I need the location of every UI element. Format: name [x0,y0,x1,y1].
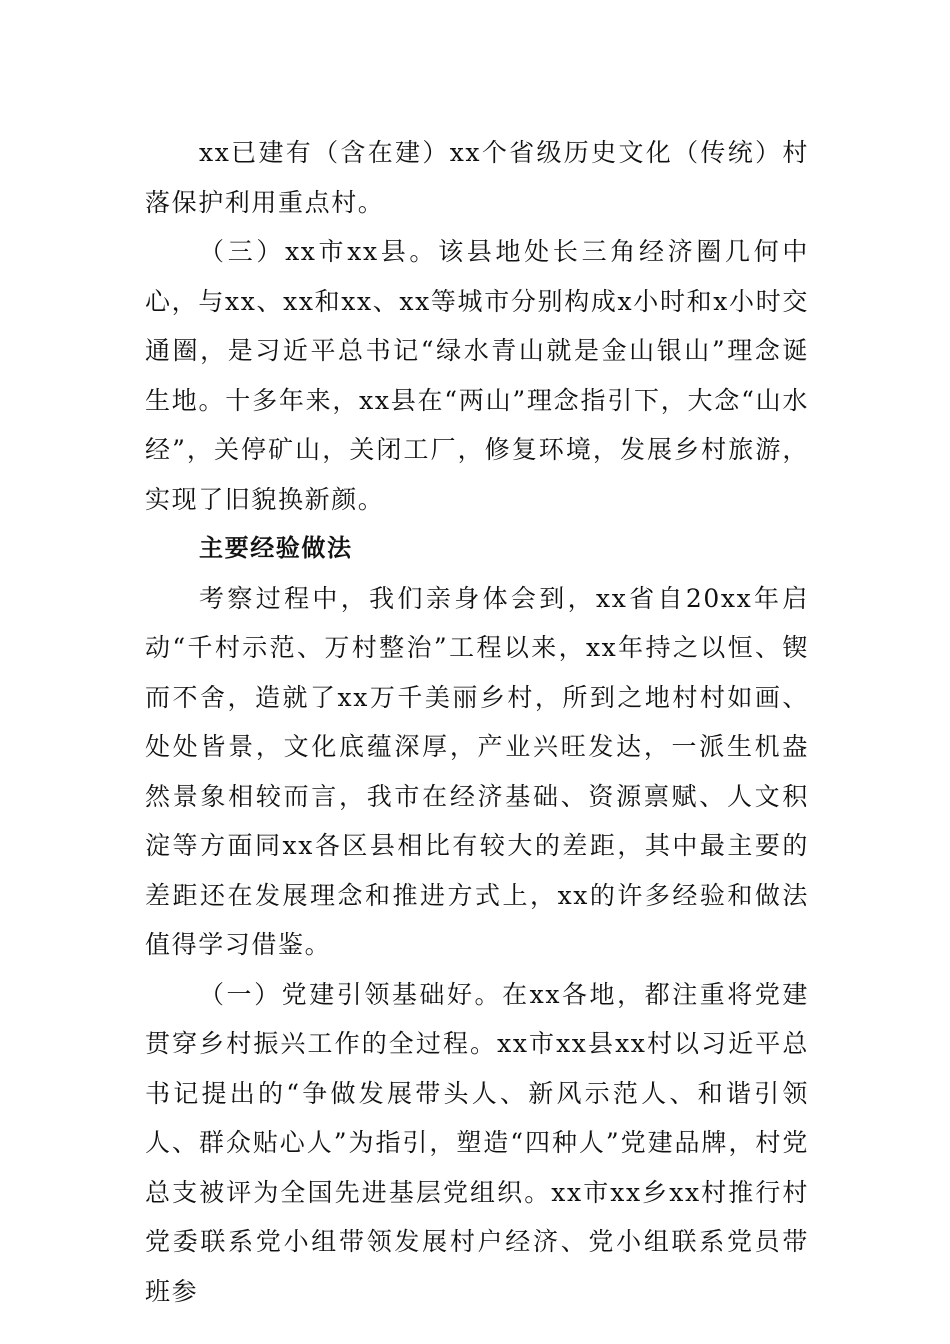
paragraph-heritage-villages: xx已建有（含在建）xx个省级历史文化（传统）村落保护利用重点村。 [145,138,809,217]
section-heading: 主要经验做法 [199,534,353,562]
paragraph-experience-summary: 考察过程中，我们亲身体会到，xx省自20xx年启动“千村示范、万村整治”工程以来，xx年持之以恒、锲而不舍，造就了xx万千美丽乡村，所到之地村村如画、处处皆景，文化底蕴深厚，产业兴旺发达，一派生机盎然景象相较而言，我市在经济基础、资源禀赋、人文积淀等方面同xx各区县相比有较大的差距，其中最主要的差距还在发展理念和推进方式上，xx的许多经验和做法值得学习借鉴。 [145,583,809,959]
document-body [145,128,809,1316]
paragraph-county-overview: （三）xx市xx县。该县地处长三角经济圈几何中心，与xx、xx和xx、xx等城市分别构成x小时和x小时交通圈，是习近平总书记“绿水青山就是金山银山”理念诞生地。十多年来，xx县在“两山”理念指引下，大念“山水经”，关停矿山，关闭工厂，修复环境，发展乡村旅游，实现了旧貌换新颜。 [145,237,809,514]
paragraph-party-building: （一）党建引领基础好。在xx各地，都注重将党建贯穿乡村振兴工作的全过程。xx市xx县xx村以习近平总书记提出的“争做发展带头人、新风示范人、和谐引领人、群众贴心人”为指引，塑造“四种人”党建品牌，村党总支被评为全国先进基层党组织。xx市xx乡xx村推行村党委联系党小组带领发展村户经济、党小组联系党员带班参 [145,979,809,1306]
